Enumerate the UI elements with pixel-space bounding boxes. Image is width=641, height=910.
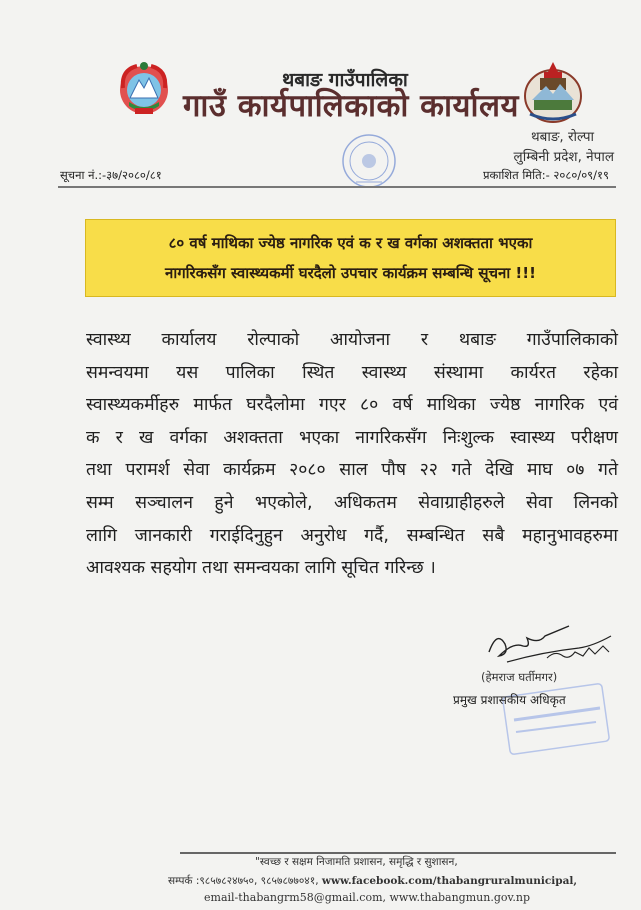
contact-phones: सम्पर्क :९८५७८२४७५०, ९८५७८७७०४१,: [168, 875, 322, 887]
signatory-name: (हेमराज घर्तीमगर): [481, 670, 558, 684]
published-date: प्रकाशित मिति:- २०८०/०९/१९: [482, 168, 609, 182]
notice-title-line-1: ८० वर्ष माथिका ज्येष्ठ नागरिक एवं क र ख वर्गका अशक्तता भएका: [168, 234, 533, 252]
office-title: गाउँ कार्यपालिकाको कार्यालय: [182, 88, 520, 124]
footer-divider: [180, 852, 616, 854]
nepal-emblem-icon: [113, 58, 175, 118]
footer-contact: [168, 874, 577, 888]
office-stamp-icon: [326, 128, 412, 194]
address-line-1: थबाङ, रोल्पा: [531, 129, 594, 145]
notice-body: [86, 324, 618, 585]
footer-slogan: "स्वच्छ र सक्षम निजामति प्रशासन, समृद्धि र सुशासन,: [255, 856, 458, 868]
municipality-logo-icon: [522, 56, 584, 126]
signatory-designation: प्रमुख प्रशासकीय अधिकृत: [453, 693, 566, 707]
body-line: स्वास्थ्यकर्मीहरु मार्फत घरदैलोमा गएर ८० वर्ष माथिका ज्येष्ठ नागरिक एवं: [86, 395, 618, 416]
body-line: स्वास्थ्य कार्यालय रोल्पाको आयोजना र थबाङ गाउँपालिकाको: [86, 330, 618, 350]
body-line: सम्म सञ्चालन हुने भएकोले, अधिकतम सेवाग्राहीहरुले सेवा लिनको: [86, 492, 618, 513]
notice-number: सूचना नं.:-३७/२०८०/८१: [60, 168, 162, 182]
notice-title-box: [85, 219, 616, 297]
footer-email-website[interactable]: email-thabangrm58@gmail.com, www.thabangmun.gov.np: [204, 891, 531, 904]
address-line-2: लुम्बिनी प्रदेश, नेपाल: [513, 149, 614, 165]
notice-title-line-2: नागरिकसँग स्वास्थ्यकर्मी घरदैलो उपचार कार्यक्रम सम्बन्धि सूचना !!!: [165, 264, 536, 282]
body-line: तथा परामर्श सेवा कार्यक्रम २०८० साल पौष २२ गते देखि माघ ०७ गते: [86, 460, 618, 481]
signature-icon: [483, 622, 618, 670]
body-line: समन्वयमा यस पालिका स्थित स्वास्थ्य संस्थामा कार्यरत रहेका: [86, 362, 618, 383]
header-divider: [58, 186, 616, 188]
body-line: क र ख वर्गका अशक्तता भएका नागरिकसँग निःशुल्क स्वास्थ्य परीक्षण: [86, 427, 618, 448]
facebook-link[interactable]: www.facebook.com/thabangruralmunicipal,: [321, 875, 578, 887]
body-line: लागि जानकारी गराईदिनुहुन अनुरोध गर्दै, सम्बन्धित सबै महानुभावहरुमा: [86, 525, 618, 546]
municipality-name: थबाङ गाउँपालिका: [282, 69, 408, 91]
body-line: आवश्यक सहयोग तथा समन्वयका लागि सूचित गरिन्छ ।: [86, 558, 436, 579]
